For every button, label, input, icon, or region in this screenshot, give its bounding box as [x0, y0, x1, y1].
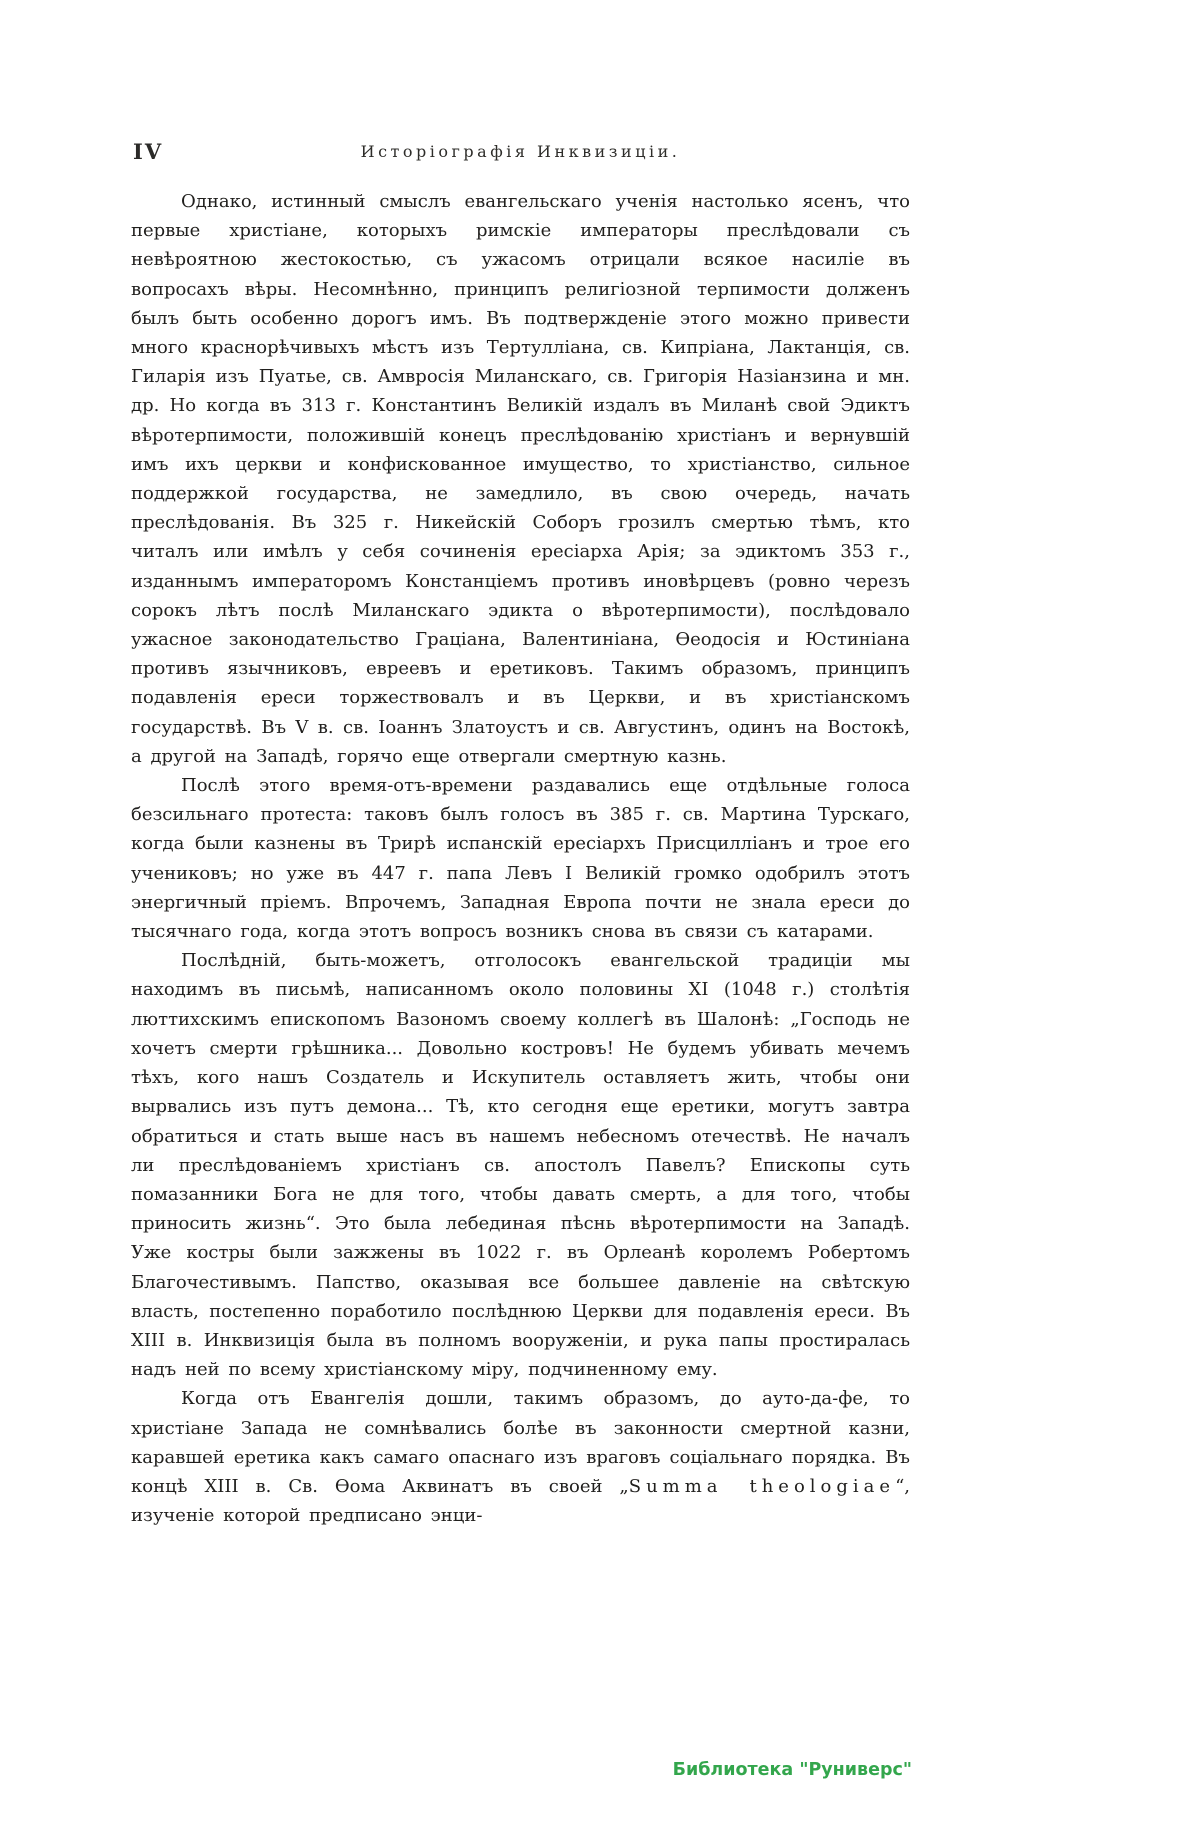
page-body: [131, 187, 910, 1530]
paragraph-4-text-after: “, изученіе которой предписано энци-: [131, 1475, 910, 1527]
running-title: Исторіографія Инквизиціи.: [360, 142, 681, 161]
page-header: [131, 139, 910, 171]
paragraph-3: Послѣдній, быть-можетъ, отголосокъ евангельской традиціи мы находимъ въ письмѣ, написанномъ около половины XI (1048 г.) столѣтія люттихскимъ епископомъ Вазономъ своему коллегѣ въ Шалонѣ: „Господь не хочетъ смерти грѣшника... Довольно костровъ! Не будемъ убивать мечемъ тѣхъ, кого нашъ Создатель и Искупитель оставляетъ жить, чтобы они вырвались изъ путъ демона... Тѣ, кто сегодня еще еретики, могутъ завтра обратиться и стать выше насъ въ нашемъ небесномъ отечествѣ. Не началъ ли преслѣдованіемъ христіанъ св. апостолъ Павелъ? Епископы суть помазанники Бога не для того, чтобы давать смерть, а для того, чтобы приносить жизнь“. Это была лебединая пѣснь вѣротерпимости на Западѣ. Уже костры были зажжены въ 1022 г. въ Орлеанѣ королемъ Робертомъ Благочестивымъ. Папство, оказывая все большее давленіе на свѣтскую власть, постепенно поработило послѣднюю Церкви для подавленія ереси. Въ XIII в. Инквизиція была въ полномъ вооруженіи, и рука папы простиралась надъ ней по всему христіанскому міру, подчиненному ему.: [131, 950, 910, 1381]
paragraph-1: Однако, истинный смыслъ евангельскаго ученія настолько ясенъ, что первые христіане, которыхъ римскіе императоры преслѣдовали съ невѣроятною жестокостью, съ ужасомъ отрицали всякое насиліе въ вопросахъ вѣры. Несомнѣнно, принципъ религіозной терпимости долженъ былъ быть особенно дорогъ имъ. Въ подтвержденіе этого можно привести много краснорѣчивыхъ мѣстъ изъ Тертулліана, св. Кипріана, Лактанція, св. Гиларія изъ Пуатье, св. Амвросія Миланскаго, св. Григорія Назіанзина и мн. др. Но когда въ 313 г. Константинъ Великій издалъ въ Миланѣ свой Эдиктъ вѣротерпимости, положившій конецъ преслѣдованію христіанъ и вернувшій имъ ихъ церкви и конфискованное имущество, то христіанство, сильное поддержкой государства, не замедлило, въ свою очередь, начать преслѣдованія. Въ 325 г. Никейскій Соборъ грозилъ смертью тѣмъ, кто читалъ или имѣлъ у себя сочиненія ересіарха Арія; за эдиктомъ 353 г., изданнымъ императоромъ Констанціемъ противъ иновѣрцевъ (ровно черезъ сорокъ лѣтъ послѣ Миланскаго эдикта о вѣротерпимости), послѣдовало ужасное законодательство Граціана, Валентиніана, Ѳеодосія и Юстиніана противъ язычниковъ, евреевъ и еретиковъ. Такимъ образомъ, принципъ подавленія ереси торжествовалъ и въ Церкви, и въ христіанскомъ государствѣ. Въ V в. св. Іоаннъ Златоустъ и св. Августинъ, одинъ на Востокѣ, а другой на Западѣ, горячо еще отвергали смертную казнь.: [131, 191, 910, 767]
latin-book-title: Summa theologiae: [628, 1475, 896, 1497]
paragraph-4-text-before: Когда отъ Евангелія дошли, такимъ образомъ, до ауто-да-фе, то христіане Запада не сомнѣвались болѣе въ законности смертной казни, каравшей еретика какъ самаго опаснаго изъ враговъ соціальнаго порядка. Въ концѣ XIII в. Св. Ѳома Аквинатъ въ своей „: [131, 1388, 910, 1497]
library-watermark: Библиотека "Руниверс": [672, 1760, 912, 1780]
paragraph-2: Послѣ этого время-отъ-времени раздавались еще отдѣльные голоса безсильнаго протеста: таковъ былъ голосъ въ 385 г. св. Мартина Турскаго, когда были казнены въ Трирѣ испанскій ересіархъ Присцилліанъ и трое его учениковъ; но уже въ 447 г. папа Левъ I Великій громко одобрилъ этотъ энергичный пріемъ. Впрочемъ, Западная Европа почти не знала ереси до тысячнаго года, когда этотъ вопросъ возникъ снова въ связи съ катарами.: [131, 775, 910, 943]
paragraph-4: [131, 1384, 910, 1530]
page-number: IV: [133, 139, 164, 164]
text-block: [131, 139, 910, 1530]
